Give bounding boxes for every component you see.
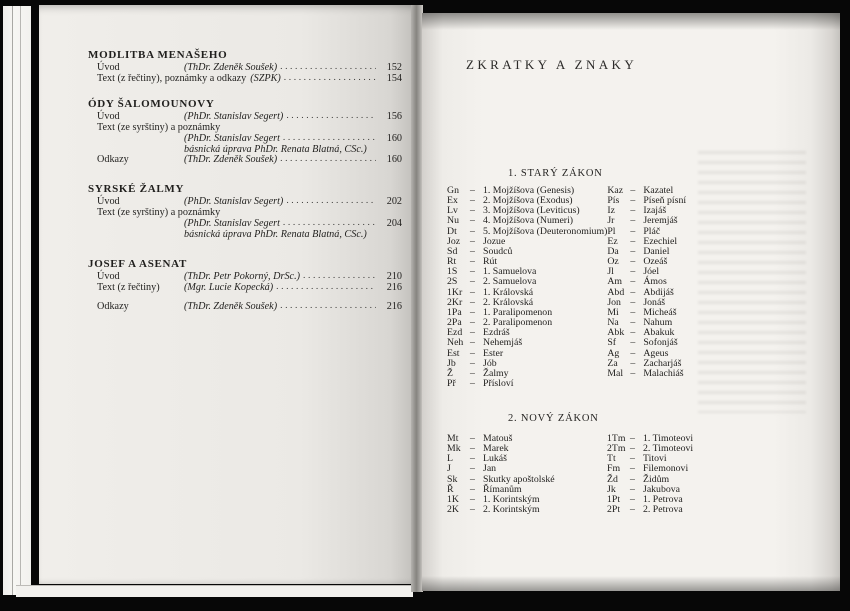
abbr-name: Rút [483,256,498,268]
abbr-dash: – [470,337,475,349]
abbr-code: 2K [447,504,459,516]
toc-row-attribution: (PhDr. Stanislav Segert [184,218,280,230]
abbr-dash: – [630,347,636,359]
abbr-dash: – [470,493,475,505]
abbr-name: Ester [483,347,504,359]
toc-row-attribution: (PhDr. Stanislav Segert [184,132,280,144]
toc-leader-dots [284,73,376,84]
toc-leader-dots [283,218,376,229]
abbr-dash: – [470,286,475,298]
abbr-code: 1Tm [607,433,626,444]
abbr-code: J [447,463,451,475]
abbr-name: 1. Královská [483,286,534,298]
page-title: ZKRATKY A ZNAKY [466,57,638,72]
abbr-code: Abd [607,286,625,298]
abbr-code: L [447,453,453,465]
abbr-name: Židům [643,473,670,485]
toc-row-attribution: (ThDr. Zdeněk Soušek) [184,154,278,166]
abbr-name: Jan [483,463,497,475]
abbr-dash: – [630,185,636,196]
toc-leader-dots [280,62,376,73]
abbr-name: Jóel [643,266,660,278]
abbr-dash: – [630,317,636,329]
toc-row-label: Úvod [97,62,120,73]
abbr-name: 1. Petrova [643,493,683,505]
left-page [39,5,413,584]
abbr-dash: – [470,453,475,465]
toc-page-number: 156 [386,110,402,122]
abbr-code: Mal [607,367,624,379]
page-edge-line [20,6,21,595]
abbr-code: Lv [447,205,458,217]
abbr-dash: – [470,317,475,329]
abbr-entry [607,444,829,454]
abbr-code: Da [607,245,619,257]
toc-page-number: 154 [386,72,402,84]
abbr-code: Na [607,317,619,329]
abbr-dash: – [630,195,636,207]
abbr-code: 2Pa [447,317,462,329]
abbr-dash: – [470,235,475,247]
abbr-name: 1. Mojžíšova (Genesis) [483,185,575,196]
abbr-name: Ageus [643,347,669,359]
abbr-name: Micheáš [643,306,677,318]
abbr-name: Ámos [643,276,667,288]
abbr-code: Nu [447,215,459,227]
abbr-dash: – [630,473,635,485]
abbr-name: Jeremjáš [643,215,678,227]
abbr-dash: – [470,443,475,455]
toc-row-label: Odkazy [97,300,129,312]
abbr-name: Jakubova [643,483,681,495]
abbr-name: Píseň písní [643,195,687,207]
abbr-code: Iz [607,205,615,217]
abbr-name: 2. Královská [483,296,534,308]
toc-leader-dots [303,271,376,282]
abbr-dash: – [630,256,636,268]
abbr-name: 2. Timoteovi [643,443,694,455]
toc-page-number: 216 [386,300,402,312]
abbr-code: Ag [607,347,620,359]
abbr-name: 1. Paralipomenon [483,306,553,318]
toc-row-attribution: (ThDr. Zdeněk Soušek) [184,62,278,73]
book-page-edges-bottom [16,585,413,597]
abbr-code: Rt [447,256,457,268]
abbr-code: Mi [607,306,619,318]
toc-row-attribution: (ThDr. Zdeněk Soušek) [184,300,278,312]
abbr-dash: – [630,357,636,369]
abbr-columns [447,434,829,515]
abbr-name: Jób [483,357,497,369]
abbr-dash: – [630,463,635,475]
abbr-dash: – [630,266,636,278]
toc-page-number: 210 [386,270,402,282]
abbr-section [447,413,829,515]
abbr-dash: – [630,504,635,516]
abbr-name: Ezechiel [643,235,678,247]
abbr-dash: – [630,367,636,379]
abbr-dash: – [470,347,475,359]
abbr-name: Soudců [483,245,513,257]
abbr-code: Jl [607,266,614,278]
abbr-name: 1. Timoteovi [643,433,694,444]
abbr-dash: – [470,296,475,308]
abbr-code: Oz [607,256,619,268]
abbr-entry [447,505,607,515]
abbr-dash: – [470,504,475,516]
toc-leader-dots [286,111,376,122]
toc-row-attribution: (SZPK) [250,72,281,84]
abbr-dash: – [630,245,636,257]
abbr-code: Mk [447,443,461,455]
toc-page-number: 202 [386,196,402,208]
toc-row-label: Odkazy [97,154,129,166]
abbr-name: Zacharjáš [643,357,682,369]
toc-section [88,183,402,241]
abbr-dash: – [630,306,636,318]
toc-page-number: 152 [386,62,402,73]
abbr-code: Za [607,357,618,369]
abbr-name: Ezdráš [483,327,510,339]
abbr-name: Abdijáš [643,286,674,298]
abbr-code: 2S [447,276,458,288]
abbr-column [607,434,829,515]
toc-leader-dots [283,133,376,144]
abbr-name: Matouš [483,433,513,444]
abbr-section-heading: 2. NOVÝ ZÁKON [508,413,599,424]
abbr-name: Abakuk [643,327,675,339]
abbr-name: Daniel [643,245,670,257]
toc-leader-dots [276,282,376,293]
right-page [422,13,840,591]
toc-row-label: Úvod [97,196,120,208]
abbr-name: Lukáš [483,453,507,465]
abbr-dash: – [630,453,635,465]
abbr-name: 2. Mojžíšova (Exodus) [483,195,573,207]
toc-section-title: JOSEF A ASENAT [88,257,188,270]
abbr-entry [447,379,607,389]
abbr-code: Jon [607,296,621,308]
abbr-name: Filemonovi [643,463,689,475]
bleed-through-ghosting [698,151,806,413]
toc-row-attribution: (Mgr. Lucie Kopecká) [184,281,274,293]
abbr-dash: – [470,256,475,268]
toc-row-attribution: básnická úprava PhDr. Renata Blatná, CSc.) [184,229,367,241]
abbr-code: Ez [607,235,618,247]
abbr-name: Ozeáš [643,256,668,268]
abbr-name: Titovi [643,453,667,465]
abbr-dash: – [630,337,636,349]
toc-row-label: Úvod [97,270,120,282]
abbr-dash: – [470,185,475,196]
abbr-entry [607,475,829,485]
abbr-code: 1Pa [447,306,462,318]
abbr-column [447,434,607,515]
toc-section [88,49,402,85]
toc-row-attribution: (PhDr. Stanislav Segert) [184,110,284,122]
abbr-code: Sf [607,337,617,349]
abbr-name: Pláč [643,225,661,237]
toc-rows [88,197,402,241]
abbr-code: Ex [447,195,458,207]
abbr-dash: – [630,433,635,444]
toc-page-number: 216 [386,281,402,293]
abbr-entry [607,434,829,444]
abbr-name: 3. Mojžíšova (Leviticus) [483,205,580,217]
toc-row-attribution: básnická úprava PhDr. Renata Blatná, CSc.) [184,143,367,155]
toc-section [88,258,402,313]
abbr-dash: – [470,377,475,389]
abbr-code: Dt [447,225,457,237]
abbr-dash: – [470,357,475,369]
abbr-dash: – [470,483,475,495]
abbr-entry [607,495,829,505]
abbr-name: Nahum [643,317,673,329]
abbr-name: 2. Paralipomenon [483,317,553,329]
abbr-name: 1. Samuelova [483,266,537,278]
abbr-entry [607,505,829,515]
abbr-code: Jr [607,215,615,227]
abbr-code: Kaz [607,185,624,196]
toc-row [88,155,402,166]
page-edge-line [12,6,13,595]
abbr-code: Neh [447,337,464,349]
abbr-dash: – [470,195,475,207]
abbr-name: Nehemjáš [483,337,523,349]
abbr-dash: – [470,327,475,339]
toc-rows [88,63,402,85]
abbr-name: Jozue [483,235,506,247]
abbr-dash: – [630,483,635,495]
abbr-code: Ž [447,367,453,379]
abbr-name: 1. Korintským [483,493,540,505]
abbr-dash: – [470,276,475,288]
abbr-dash: – [630,493,635,505]
abbr-code: Tt [607,453,616,465]
abbr-dash: – [470,306,475,318]
abbr-name: 2. Samuelova [483,276,537,288]
abbr-name: Římanům [483,483,522,495]
abbr-entry [607,454,829,464]
abbr-name: Přísloví [483,377,514,389]
abbr-name: Izajáš [643,205,667,217]
toc-section [88,98,402,167]
toc-row [88,230,402,241]
abbr-dash: – [630,205,636,217]
abbr-code: 2Tm [607,443,626,455]
abbr-code: 2Pt [607,504,621,516]
abbr-code: 1Kr [447,286,463,298]
book-page-edges-left [3,6,31,595]
abbr-code: Jk [607,483,616,495]
abbr-name: 2. Korintským [483,504,540,516]
toc-leader-dots [280,154,376,165]
abbr-entry [447,338,607,348]
abbr-name: Sofonjáš [643,337,678,349]
abbr-code: Ř [447,483,454,495]
abbr-code: Př [447,377,456,389]
abbr-dash: – [630,327,636,339]
abbr-code: Pís [607,195,620,207]
abbr-code: 1Pt [607,493,621,505]
abbr-name: Kazatel [643,185,674,196]
abbr-name: 5. Mojžíšova (Deuteronomium) [483,225,608,237]
abbr-dash: – [630,443,635,455]
abbr-code: Žd [607,473,618,485]
abbr-code: Fm [607,463,621,475]
abbr-dash: – [470,225,475,237]
toc-page-number: 160 [386,154,402,166]
abbr-dash: – [630,235,636,247]
abbr-dash: – [630,286,636,298]
toc-row [88,134,402,145]
toc-section-title: ÓDY ŠALOMOUNOVY [88,97,215,110]
toc-row-label: Text (z řečtiny), poznámky a odkazy [97,72,247,84]
toc-row [88,283,402,294]
abbr-dash: – [630,215,636,227]
abbr-dash: – [470,473,475,485]
toc-row-label: Text (z řečtiny) [97,281,160,293]
abbr-code: Ezd [447,327,463,339]
toc [88,49,402,313]
toc-leader-dots [286,196,376,207]
abbr-code: 1K [447,493,459,505]
abbr-dash: – [470,463,475,475]
toc-row-label: Text (ze syrštiny) a poznámky [97,121,221,133]
toc-row-label: Text (ze syrštiny) a poznámky [97,207,221,219]
abbr-code: Est [447,347,460,359]
abbr-name: 4. Mojžíšova (Numeri) [483,215,574,227]
abbr-dash: – [630,225,636,237]
abbr-dash: – [470,433,475,444]
abbr-name: 2. Petrova [643,504,683,516]
abbr-name: Žalmy [483,367,509,379]
toc-section-title: SYRSKÉ ŽALMY [88,183,185,196]
abbr-code: Jb [447,357,456,369]
abbr-dash: – [470,367,475,379]
abbr-dash: – [630,276,636,288]
toc-rows [88,112,402,167]
toc-page-number: 204 [386,218,402,230]
abbr-dash: – [470,205,475,217]
abbr-dash: – [470,266,475,278]
abbr-code: Abk [607,327,625,339]
toc-page-number: 160 [386,132,402,144]
toc-section-title: MODLITBA MENAŠEHO [88,49,228,61]
abbr-dash: – [630,296,636,308]
abbr-code: Pl [607,225,616,237]
toc-row-label: Úvod [97,110,120,122]
abbr-code: 1S [447,266,458,278]
abbr-entry [607,485,829,495]
toc-leader-dots [280,301,376,312]
toc-row [88,302,402,313]
abbr-dash: – [470,215,475,227]
abbr-code: Mt [447,433,459,444]
abbr-code: 2Kr [447,296,463,308]
abbr-name: Malachiáš [643,367,684,379]
abbr-code: Gn [447,185,459,196]
abbr-name: Jonáš [643,296,666,308]
abbr-code: Sd [447,245,458,257]
toc-row [88,74,402,85]
toc-rows [88,272,402,313]
abbr-code: Am [607,276,623,288]
abbr-name: Marek [483,443,509,455]
abbr-section-heading: 1. STARÝ ZÁKON [508,168,603,179]
abbr-entry [607,464,829,474]
abbr-dash: – [470,245,475,257]
abbr-code: Joz [447,235,461,247]
abbr-name: Skutky apoštolské [483,473,555,485]
toc-row-attribution: (ThDr. Petr Pokorný, DrSc.) [184,270,301,282]
toc-row-attribution: (PhDr. Stanislav Segert) [184,196,284,208]
abbr-column [447,186,607,389]
abbr-code: Sk [447,473,458,485]
